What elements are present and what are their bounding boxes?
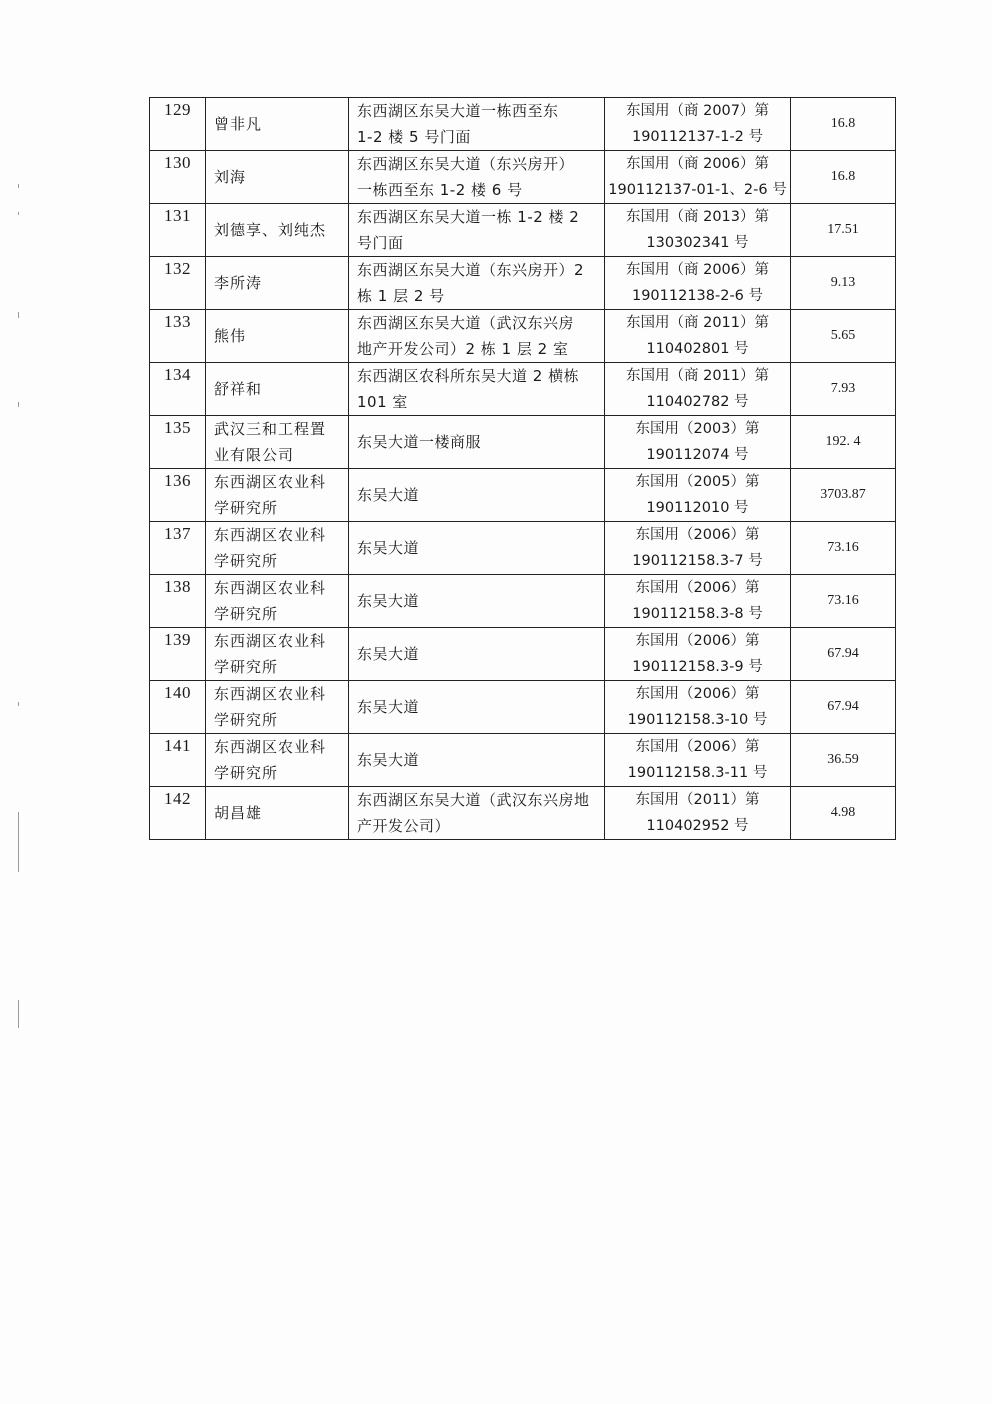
certificate-line: 110402801 号	[646, 341, 749, 357]
owner-name	[206, 98, 349, 151]
owner-name	[206, 787, 349, 840]
owner-name-line: 东西湖区农业科	[214, 579, 327, 597]
row-number: 131	[150, 204, 206, 257]
row-number: 138	[150, 575, 206, 628]
row-number: 133	[150, 310, 206, 363]
scan-mark	[18, 702, 19, 706]
certificate-line: 东国用（2011）第	[635, 792, 760, 808]
row-number: 135	[150, 416, 206, 469]
certificate-number	[605, 204, 791, 257]
land-area: 67.94	[791, 681, 896, 734]
table-row	[150, 522, 896, 575]
land-area: 17.51	[791, 204, 896, 257]
owner-name-line: 曾非凡	[214, 115, 263, 133]
certificate-line: 190112158.3-8 号	[632, 606, 763, 622]
row-number: 132	[150, 257, 206, 310]
table-row	[150, 416, 896, 469]
scan-mark	[18, 212, 19, 215]
certificate-line: 190112137-1-2 号	[631, 129, 764, 145]
land-address	[349, 257, 605, 310]
table-row	[150, 681, 896, 734]
owner-name-line: 学研究所	[214, 605, 279, 623]
certificate-number	[605, 522, 791, 575]
row-number: 142	[150, 787, 206, 840]
land-address	[349, 416, 605, 469]
owner-name	[206, 204, 349, 257]
land-area: 16.8	[791, 151, 896, 204]
land-area: 16.8	[791, 98, 896, 151]
owner-name-line: 刘海	[214, 168, 247, 186]
owner-name	[206, 575, 349, 628]
row-number: 137	[150, 522, 206, 575]
table-row	[150, 628, 896, 681]
owner-name	[206, 257, 349, 310]
owner-name-line: 武汉三和工程置	[214, 420, 327, 438]
certificate-line: 东国用（2006）第	[635, 527, 760, 543]
owner-name	[206, 151, 349, 204]
land-address-line: 1-2 楼 5 号门面	[357, 128, 471, 146]
table-row	[150, 204, 896, 257]
land-address	[349, 363, 605, 416]
row-number: 129	[150, 98, 206, 151]
owner-name	[206, 628, 349, 681]
certificate-line: 190112158.3-11 号	[627, 765, 768, 781]
owner-name-line: 东西湖区农业科	[214, 685, 327, 703]
land-address-line: 产开发公司）	[357, 817, 451, 835]
certificate-line: 110402952 号	[646, 818, 749, 834]
land-address	[349, 681, 605, 734]
certificate-number	[605, 151, 791, 204]
certificate-line: 东国用（2005）第	[635, 474, 760, 490]
land-address	[349, 310, 605, 363]
land-address	[349, 522, 605, 575]
owner-name-line: 学研究所	[214, 499, 279, 517]
certificate-number	[605, 310, 791, 363]
land-address-line: 东吴大道	[357, 486, 420, 504]
land-address	[349, 98, 605, 151]
table-row	[150, 469, 896, 522]
table-row	[150, 151, 896, 204]
land-address	[349, 151, 605, 204]
table-row	[150, 734, 896, 787]
certificate-line: 东国用（商 2006）第	[625, 262, 769, 278]
certificate-number	[605, 787, 791, 840]
owner-name-line: 东西湖区农业科	[214, 632, 327, 650]
land-area: 7.93	[791, 363, 896, 416]
certificate-line: 东国用（2006）第	[635, 739, 760, 755]
row-number: 139	[150, 628, 206, 681]
certificate-line: 东国用（2006）第	[635, 633, 760, 649]
certificate-line: 190112137-01-1、2-6 号	[608, 182, 787, 198]
land-address-line: 东西湖区东吴大道（武汉东兴房	[357, 314, 575, 332]
owner-name-line: 熊伟	[214, 327, 247, 345]
land-address-line: 东西湖区东吴大道（东兴房开）2	[357, 261, 585, 279]
certificate-number	[605, 469, 791, 522]
owner-name	[206, 416, 349, 469]
row-number: 141	[150, 734, 206, 787]
land-area: 73.16	[791, 575, 896, 628]
land-address-line: 东西湖区东吴大道一栋西至东	[357, 102, 559, 120]
certificate-number	[605, 575, 791, 628]
land-area: 4.98	[791, 787, 896, 840]
row-number: 136	[150, 469, 206, 522]
owner-name-line: 东西湖区农业科	[214, 473, 327, 491]
certificate-line: 东国用（商 2013）第	[625, 209, 769, 225]
certificate-line: 190112158.3-7 号	[632, 553, 763, 569]
land-area: 192. 4	[791, 416, 896, 469]
certificate-line: 东国用（商 2011）第	[625, 368, 769, 384]
table-row	[150, 787, 896, 840]
land-area: 73.16	[791, 522, 896, 575]
scan-mark	[18, 402, 19, 407]
owner-name-line: 业有限公司	[214, 446, 295, 464]
table-body	[150, 98, 896, 840]
scan-mark	[18, 812, 19, 872]
owner-name-line: 舒祥和	[214, 380, 263, 398]
land-address-line: 东西湖区东吴大道一栋 1-2 楼 2	[357, 208, 580, 226]
scan-mark	[18, 312, 19, 318]
land-address-line: 东西湖区农科所东吴大道 2 横栋	[357, 367, 580, 385]
row-number: 130	[150, 151, 206, 204]
owner-name-line: 学研究所	[214, 552, 279, 570]
owner-name	[206, 363, 349, 416]
land-address	[349, 628, 605, 681]
certificate-line: 190112138-2-6 号	[631, 288, 764, 304]
owner-name-line: 东西湖区农业科	[214, 738, 327, 756]
land-area: 67.94	[791, 628, 896, 681]
land-use-table	[149, 97, 896, 840]
land-address-line: 一栋西至东 1-2 楼 6 号	[357, 181, 523, 199]
table-row	[150, 310, 896, 363]
row-number: 140	[150, 681, 206, 734]
land-address-line: 东吴大道	[357, 539, 420, 557]
land-address-line: 东吴大道	[357, 751, 420, 769]
certificate-line: 东国用（2003）第	[635, 421, 760, 437]
certificate-line: 东国用（2006）第	[635, 686, 760, 702]
land-address	[349, 469, 605, 522]
owner-name-line: 刘德享、刘纯杰	[214, 221, 327, 239]
certificate-number	[605, 734, 791, 787]
land-address-line: 101 室	[357, 393, 408, 411]
certificate-line: 东国用（商 2007）第	[625, 103, 769, 119]
land-area: 9.13	[791, 257, 896, 310]
land-address-line: 东吴大道一楼商服	[357, 433, 482, 451]
certificate-number	[605, 98, 791, 151]
certificate-number	[605, 363, 791, 416]
owner-name-line: 学研究所	[214, 764, 279, 782]
land-area: 36.59	[791, 734, 896, 787]
owner-name-line: 胡昌雄	[214, 804, 263, 822]
table-row	[150, 363, 896, 416]
owner-name	[206, 522, 349, 575]
land-area: 5.65	[791, 310, 896, 363]
certificate-line: 190112158.3-10 号	[627, 712, 768, 728]
land-address-line: 东吴大道	[357, 592, 420, 610]
owner-name-line: 学研究所	[214, 711, 279, 729]
land-address-line: 东西湖区东吴大道（武汉东兴房地	[357, 791, 590, 809]
land-address	[349, 204, 605, 257]
land-address-line: 东吴大道	[357, 698, 420, 716]
land-area: 3703.87	[791, 469, 896, 522]
certificate-line: 东国用（商 2006）第	[625, 156, 769, 172]
certificate-line: 东国用（商 2011）第	[625, 315, 769, 331]
certificate-line: 190112158.3-9 号	[632, 659, 763, 675]
owner-name-line: 李所涛	[214, 274, 263, 292]
land-address	[349, 734, 605, 787]
certificate-line: 130302341 号	[646, 235, 749, 251]
owner-name	[206, 681, 349, 734]
table-row	[150, 98, 896, 151]
owner-name	[206, 734, 349, 787]
scan-mark	[18, 1000, 19, 1028]
land-address-line: 东西湖区东吴大道（东兴房开）	[357, 155, 575, 173]
owner-name-line: 东西湖区农业科	[214, 526, 327, 544]
certificate-number	[605, 416, 791, 469]
table-row	[150, 257, 896, 310]
certificate-line: 190112010 号	[646, 500, 749, 516]
certificate-line: 东国用（2006）第	[635, 580, 760, 596]
land-address	[349, 787, 605, 840]
land-address	[349, 575, 605, 628]
row-number: 134	[150, 363, 206, 416]
certificate-number	[605, 628, 791, 681]
land-address-line: 栋 1 层 2 号	[357, 287, 445, 305]
certificate-line: 190112074 号	[646, 447, 749, 463]
table-row	[150, 575, 896, 628]
land-address-line: 东吴大道	[357, 645, 420, 663]
land-address-line: 号门面	[357, 234, 404, 252]
land-address-line: 地产开发公司）2 栋 1 层 2 室	[357, 340, 569, 358]
certificate-number	[605, 681, 791, 734]
owner-name	[206, 469, 349, 522]
owner-name-line: 学研究所	[214, 658, 279, 676]
certificate-number	[605, 257, 791, 310]
certificate-line: 110402782 号	[646, 394, 749, 410]
owner-name	[206, 310, 349, 363]
scan-mark	[18, 184, 19, 188]
